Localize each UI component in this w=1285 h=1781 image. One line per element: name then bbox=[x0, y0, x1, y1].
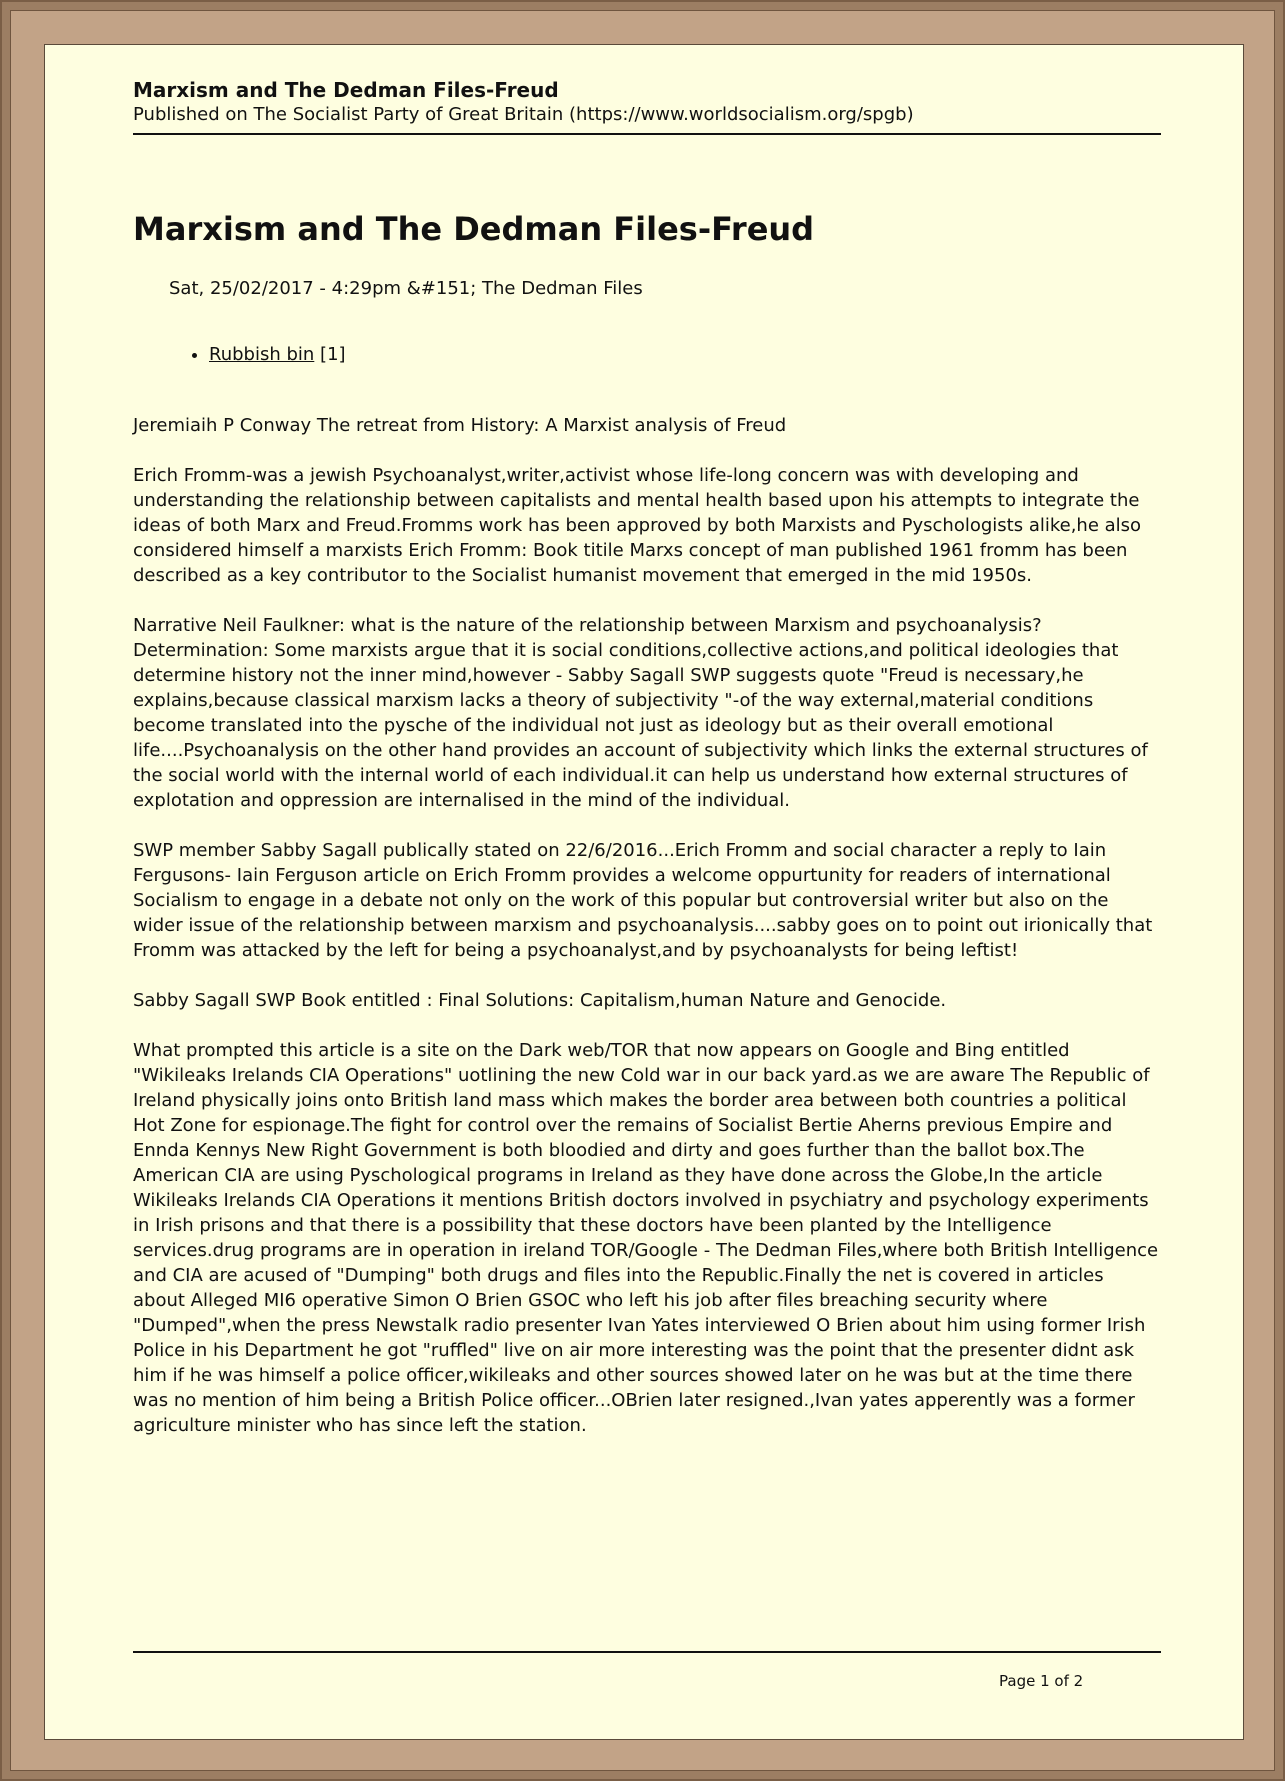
paragraph: What prompted this article is a site on the Dark web/TOR that now appears on Google and Bing entitled "Wikileaks Irelands CIA Operations" uotlining the new Cold war in our back yard.as we are aware The Republic of Ireland physically joins onto British land mass which makes the border area between both countries a political Hot Zone for espionage.The fight for control over the remains of Socialist Bertie Aherns previous Empire and Ennda Kennys New Right Government is both bloodied and dirty and goes further than the ballot box.The American CIA are using Pyschological programs in Ireland as they have done across the Globe,In the article Wikileaks Irelands CIA Operations it mentions British doctors involved in psychiatry and psychology experiments in Irish prisons and that there is a possibility that these doctors have been planted by the Intelligence services.drug programs are in operation in ireland TOR/Google - The Dedman Files,where both British Intelligence and CIA are acused of "Dumping" both drugs and files into the Republic.Finally the net is covered in articles about Alleged MI6 operative Simon O Brien GSOC who left his job after files breaching security where "Dumped",when the press Newstalk radio presenter Ivan Yates interviewed O Brien about him using former Irish Police in his Department he got "ruffled" live on air more interesting was the point that the presenter didnt ask him if he was himself a police officer,wikileaks and other sources showed later on he was but at the time there was no mention of him being a British Police officer...OBrien later resigned.,Ivan yates apperently was a former agriculture minister who has since left the station. bbox=[133, 1040, 1159, 1436]
paragraph: Jeremiaih P Conway The retreat from History: A Marxist analysis of Freud bbox=[133, 415, 787, 436]
page-content bbox=[133, 75, 1161, 1463]
header-published-on: Published on The Socialist Party of Great Britain (https://www.worldsocialism.org/spgb) bbox=[133, 104, 914, 125]
document-page bbox=[44, 44, 1244, 1740]
term-link-rubbish-bin[interactable]: Rubbish bin bbox=[209, 344, 315, 365]
page-number: Page 1 of 2 bbox=[999, 1672, 1084, 1690]
list-item bbox=[209, 343, 1161, 367]
article-body bbox=[133, 413, 1161, 1438]
paragraph: Erich Fromm-was a jewish Psychoanalyst,writer,activist whose life-long concern was with developing and understanding the relationship between capitalists and mental health based upon his attempts to integrate the ideas of both Marx and Freud.Fromms work has been approved by both Marxists and Pyschologists alike,he also considered himself a marxists Erich Fromm: Book titile Marxs concept of man published 1961 fromm has been described as a key contributor to the Socialist humanist movement that emerged in the mid 1950s. bbox=[133, 465, 1142, 586]
article-meta: Sat, 25/02/2017 - 4:29pm &#151; The Dedman Files bbox=[169, 278, 643, 299]
paragraph: Sabby Sagall SWP Book entitled : Final Solutions: Capitalism,human Nature and Genocide. bbox=[133, 990, 947, 1011]
taxonomy-list bbox=[133, 343, 1161, 367]
header-divider bbox=[133, 133, 1161, 135]
article-title: Marxism and The Dedman Files-Freud bbox=[133, 210, 815, 248]
paragraph: SWP member Sabby Sagall publically stated on 22/6/2016...Erich Fromm and social character a reply to Iain Fergusons- Iain Ferguson article on Erich Fromm provides a welcome oppurtunity for readers of international Socialism to engage in a debate not only on the work of this popular but controversial writer but also on the wider issue of the relationship between marxism and psychoanalysis....sabby goes on to point out irionically that Fromm was attacked by the left for being a psychoanalyst,and by psychoanalysts for being leftist! bbox=[133, 840, 1153, 961]
header-title: Marxism and The Dedman Files-Freud bbox=[133, 78, 559, 102]
footer-divider bbox=[133, 1651, 1161, 1653]
paragraph: Narrative Neil Faulkner: what is the nature of the relationship between Marxism and psychoanalysis? Determination: Some marxists argue that it is social conditions,collective actions,and political ideologies that determine history not the inner mind,however - Sabby Sagall SWP suggests quote "Freud is necessary,he explains,because classical marxism lacks a theory of subjectivity "-of the way external,material conditions become translated into the pysche of the individual not just as ideology but as their overall emotional life....Psychoanalysis on the other hand provides an account of subjectivity which links the external structures of the social world with the internal world of each individual.it can help us understand how external structures of explotation and oppression are internalised in the mind of the individual. bbox=[133, 615, 1148, 811]
term-reference: [1] bbox=[320, 344, 346, 365]
